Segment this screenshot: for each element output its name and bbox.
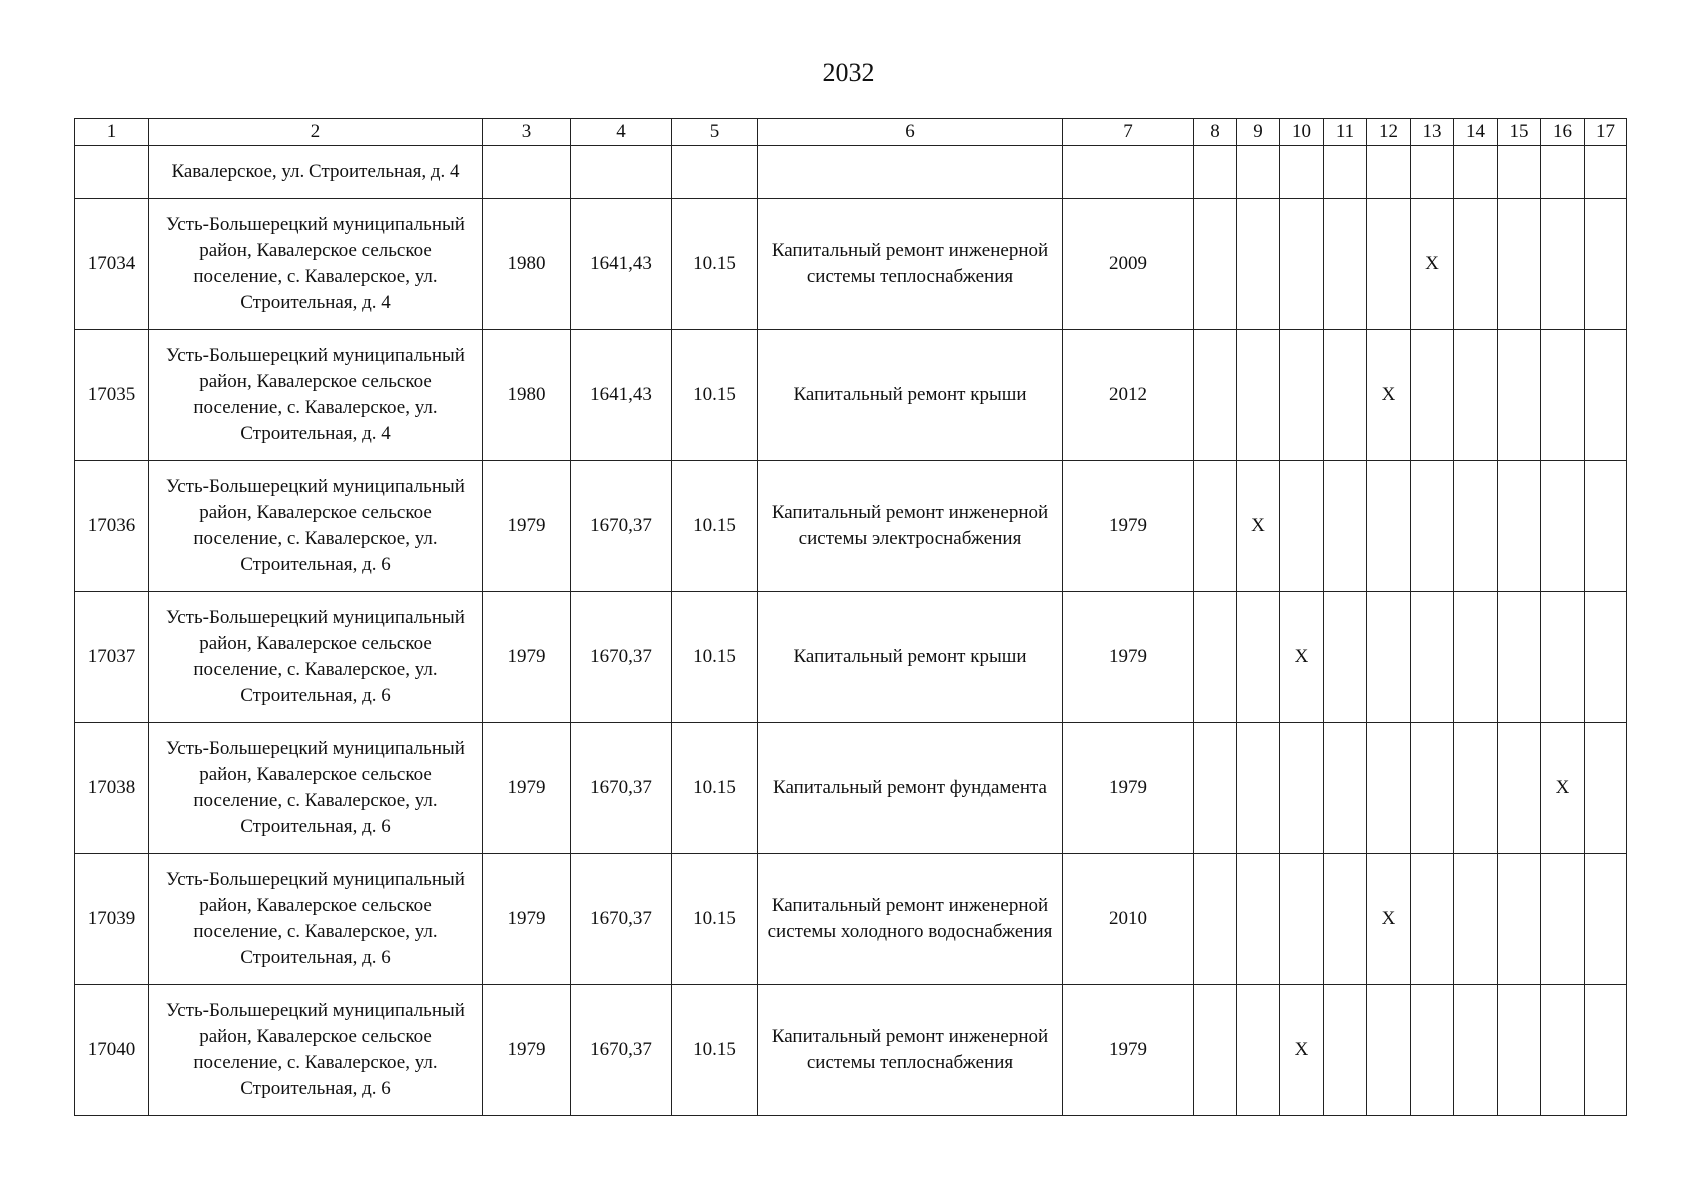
mark-cell: [1541, 985, 1585, 1116]
repair-year-cell: 2010: [1063, 854, 1194, 985]
mark-cell: [1585, 723, 1627, 854]
mark-cell: X: [1367, 330, 1411, 461]
table-row: [75, 854, 1627, 985]
mark-cell: [1324, 199, 1367, 330]
mark-cell: [1280, 854, 1324, 985]
mark-cell: [1324, 461, 1367, 592]
code-cell: 10.15: [672, 854, 758, 985]
mark-cell: [1194, 723, 1237, 854]
record-id-cell: 17038: [75, 723, 149, 854]
record-id-cell: 17036: [75, 461, 149, 592]
mark-cell: [1585, 199, 1627, 330]
mark-cell: [1411, 146, 1454, 199]
work-type-cell: Капитальный ремонт инженерной системы теплоснабжения: [758, 985, 1063, 1116]
repair-year-cell: [1063, 146, 1194, 199]
area-cell: 1670,37: [571, 461, 672, 592]
year-built-cell: 1979: [483, 592, 571, 723]
mark-cell: [1541, 461, 1585, 592]
mark-cell: [1411, 592, 1454, 723]
record-id-cell: 17035: [75, 330, 149, 461]
mark-cell: [1367, 985, 1411, 1116]
mark-cell: [1194, 330, 1237, 461]
record-id-cell: 17037: [75, 592, 149, 723]
column-header: 14: [1454, 119, 1498, 146]
mark-cell: [1585, 985, 1627, 1116]
work-type-cell: Капитальный ремонт фундамента: [758, 723, 1063, 854]
mark-cell: [1367, 592, 1411, 723]
mark-cell: [1367, 461, 1411, 592]
mark-cell: [1498, 985, 1541, 1116]
mark-cell: [1541, 592, 1585, 723]
mark-cell: [1498, 146, 1541, 199]
page-number: 2032: [822, 58, 875, 87]
repair-year-cell: 1979: [1063, 592, 1194, 723]
column-header: 13: [1411, 119, 1454, 146]
work-type-cell: [758, 146, 1063, 199]
mark-cell: X: [1237, 461, 1280, 592]
table-row: [75, 330, 1627, 461]
year-built-cell: 1980: [483, 330, 571, 461]
column-header: 10: [1280, 119, 1324, 146]
mark-cell: [1237, 985, 1280, 1116]
mark-cell: [1541, 146, 1585, 199]
table-body: [75, 146, 1627, 1116]
mark-cell: [1411, 985, 1454, 1116]
area-cell: 1670,37: [571, 592, 672, 723]
record-id-cell: 17040: [75, 985, 149, 1116]
mark-cell: X: [1541, 723, 1585, 854]
mark-cell: [1237, 330, 1280, 461]
mark-cell: X: [1280, 592, 1324, 723]
mark-cell: [1541, 199, 1585, 330]
mark-cell: [1194, 461, 1237, 592]
column-header: 1: [75, 119, 149, 146]
area-cell: 1670,37: [571, 854, 672, 985]
mark-cell: X: [1367, 854, 1411, 985]
mark-cell: [1237, 723, 1280, 854]
code-cell: 10.15: [672, 461, 758, 592]
column-header: 4: [571, 119, 672, 146]
mark-cell: [1280, 330, 1324, 461]
area-cell: [571, 146, 672, 199]
mark-cell: [1280, 723, 1324, 854]
mark-cell: [1367, 199, 1411, 330]
mark-cell: [1411, 854, 1454, 985]
column-number-row: [75, 119, 1627, 146]
mark-cell: [1454, 330, 1498, 461]
column-header: 15: [1498, 119, 1541, 146]
repair-year-cell: 1979: [1063, 723, 1194, 854]
mark-cell: [1280, 461, 1324, 592]
mark-cell: [1194, 854, 1237, 985]
mark-cell: X: [1411, 199, 1454, 330]
area-cell: 1641,43: [571, 199, 672, 330]
year-built-cell: [483, 146, 571, 199]
mark-cell: [1411, 723, 1454, 854]
area-cell: 1641,43: [571, 330, 672, 461]
mark-cell: [1454, 592, 1498, 723]
mark-cell: [1367, 146, 1411, 199]
column-header: 11: [1324, 119, 1367, 146]
work-type-cell: Капитальный ремонт крыши: [758, 330, 1063, 461]
mark-cell: [1585, 854, 1627, 985]
mark-cell: [1324, 854, 1367, 985]
mark-cell: [1541, 330, 1585, 461]
mark-cell: [1541, 854, 1585, 985]
mark-cell: [1498, 723, 1541, 854]
table-row: [75, 199, 1627, 330]
address-cell: Усть-Большерецкий муниципальный район, Кавалерское сельское поселение, с. Кавалерское, ул. Строительная, д. 6: [149, 723, 483, 854]
mark-cell: [1324, 985, 1367, 1116]
work-type-cell: Капитальный ремонт инженерной системы электроснабжения: [758, 461, 1063, 592]
mark-cell: [1237, 592, 1280, 723]
column-header: 8: [1194, 119, 1237, 146]
year-built-cell: 1979: [483, 854, 571, 985]
address-cell: Усть-Большерецкий муниципальный район, Кавалерское сельское поселение, с. Кавалерское, ул. Строительная, д. 4: [149, 199, 483, 330]
mark-cell: [1498, 461, 1541, 592]
mark-cell: [1237, 199, 1280, 330]
mark-cell: [1324, 146, 1367, 199]
table-row-continued: [75, 146, 1627, 199]
address-cell: Кавалерское, ул. Строительная, д. 4: [149, 146, 483, 199]
code-cell: 10.15: [672, 723, 758, 854]
mark-cell: [1454, 985, 1498, 1116]
mark-cell: [1194, 199, 1237, 330]
mark-cell: [1454, 723, 1498, 854]
mark-cell: [1498, 854, 1541, 985]
address-cell: Усть-Большерецкий муниципальный район, Кавалерское сельское поселение, с. Кавалерское, ул. Строительная, д. 6: [149, 461, 483, 592]
repair-year-cell: 1979: [1063, 461, 1194, 592]
record-id-cell: [75, 146, 149, 199]
work-type-cell: Капитальный ремонт инженерной системы теплоснабжения: [758, 199, 1063, 330]
code-cell: 10.15: [672, 985, 758, 1116]
year-built-cell: 1979: [483, 461, 571, 592]
code-cell: 10.15: [672, 330, 758, 461]
mark-cell: X: [1280, 985, 1324, 1116]
mark-cell: [1280, 146, 1324, 199]
column-header: 17: [1585, 119, 1627, 146]
mark-cell: [1585, 592, 1627, 723]
column-header: 3: [483, 119, 571, 146]
repair-register-table: [74, 118, 1627, 1116]
record-id-cell: 17039: [75, 854, 149, 985]
mark-cell: [1454, 146, 1498, 199]
mark-cell: [1498, 330, 1541, 461]
area-cell: 1670,37: [571, 723, 672, 854]
mark-cell: [1194, 985, 1237, 1116]
address-cell: Усть-Большерецкий муниципальный район, Кавалерское сельское поселение, с. Кавалерское, ул. Строительная, д. 4: [149, 330, 483, 461]
year-built-cell: 1980: [483, 199, 571, 330]
mark-cell: [1367, 723, 1411, 854]
mark-cell: [1454, 199, 1498, 330]
work-type-cell: Капитальный ремонт крыши: [758, 592, 1063, 723]
code-cell: [672, 146, 758, 199]
area-cell: 1670,37: [571, 985, 672, 1116]
mark-cell: [1237, 146, 1280, 199]
mark-cell: [1324, 723, 1367, 854]
mark-cell: [1498, 592, 1541, 723]
mark-cell: [1324, 592, 1367, 723]
column-header: 5: [672, 119, 758, 146]
column-header: 16: [1541, 119, 1585, 146]
address-cell: Усть-Большерецкий муниципальный район, Кавалерское сельское поселение, с. Кавалерское, ул. Строительная, д. 6: [149, 985, 483, 1116]
mark-cell: [1237, 854, 1280, 985]
mark-cell: [1194, 146, 1237, 199]
mark-cell: [1585, 146, 1627, 199]
repair-year-cell: 2012: [1063, 330, 1194, 461]
mark-cell: [1324, 330, 1367, 461]
work-type-cell: Капитальный ремонт инженерной системы холодного водоснабжения: [758, 854, 1063, 985]
year-built-cell: 1979: [483, 985, 571, 1116]
column-header: 12: [1367, 119, 1411, 146]
mark-cell: [1454, 854, 1498, 985]
repair-year-cell: 2009: [1063, 199, 1194, 330]
column-header: 2: [149, 119, 483, 146]
table-row: [75, 985, 1627, 1116]
code-cell: 10.15: [672, 592, 758, 723]
code-cell: 10.15: [672, 199, 758, 330]
mark-cell: [1411, 330, 1454, 461]
table-row: [75, 723, 1627, 854]
address-cell: Усть-Большерецкий муниципальный район, Кавалерское сельское поселение, с. Кавалерское, ул. Строительная, д. 6: [149, 592, 483, 723]
repair-year-cell: 1979: [1063, 985, 1194, 1116]
mark-cell: [1411, 461, 1454, 592]
mark-cell: [1454, 461, 1498, 592]
mark-cell: [1194, 592, 1237, 723]
mark-cell: [1585, 461, 1627, 592]
address-cell: Усть-Большерецкий муниципальный район, Кавалерское сельское поселение, с. Кавалерское, ул. Строительная, д. 6: [149, 854, 483, 985]
table-row: [75, 461, 1627, 592]
mark-cell: [1280, 199, 1324, 330]
mark-cell: [1585, 330, 1627, 461]
column-header: 7: [1063, 119, 1194, 146]
mark-cell: [1498, 199, 1541, 330]
year-built-cell: 1979: [483, 723, 571, 854]
column-header: 6: [758, 119, 1063, 146]
table-row: [75, 592, 1627, 723]
record-id-cell: 17034: [75, 199, 149, 330]
column-header: 9: [1237, 119, 1280, 146]
